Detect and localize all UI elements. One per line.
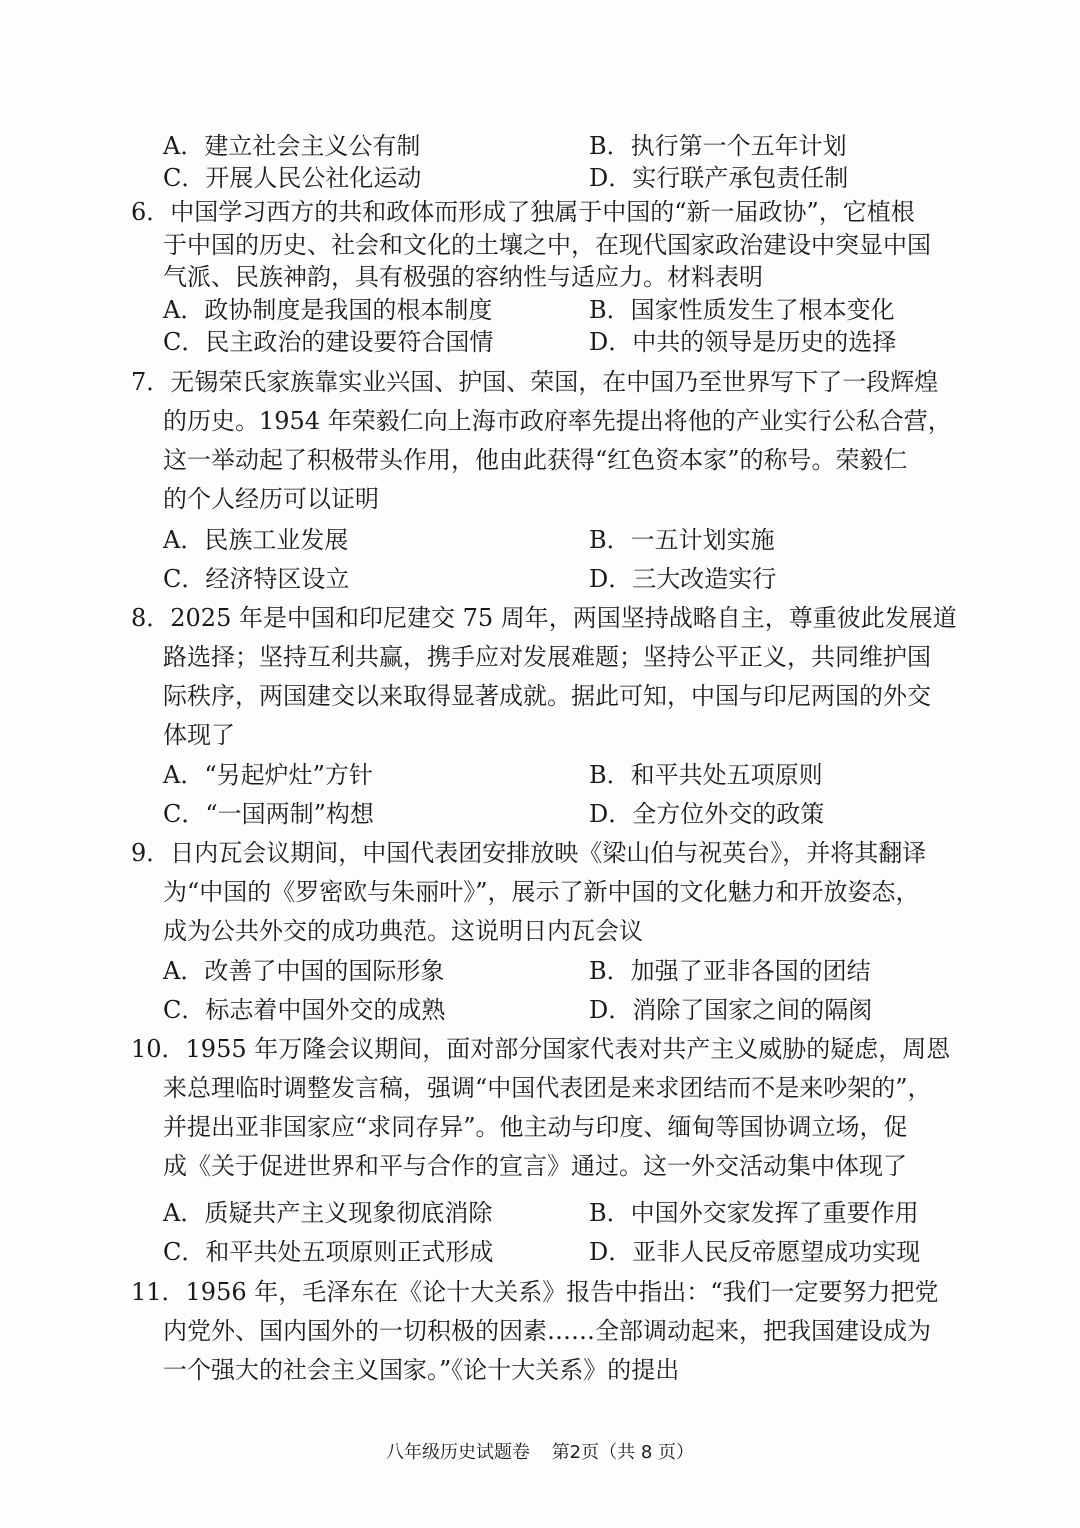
- q8-stem-line: 8．2025 年是中国和印尼建交 75 周年，两国坚持战略自主，尊重彼此发展道: [131, 604, 957, 632]
- footer-title: 八年级历史试题卷: [385, 1442, 530, 1463]
- q8-stem-line: 路选择；坚持互利共赢，携手应对发展难题；坚持公平正义，共同维护国: [163, 643, 931, 671]
- footer-page-number: 第2页（共 8 页）: [551, 1442, 695, 1463]
- q5-option-d[interactable]: D．实行联产承包责任制: [589, 164, 849, 192]
- q8-option-c[interactable]: C．“一国两制”构想: [163, 800, 374, 828]
- q10-option-a[interactable]: A．质疑共产主义现象彻底消除: [163, 1199, 493, 1227]
- q5-option-b[interactable]: B．执行第一个五年计划: [589, 132, 847, 160]
- q5-option-c[interactable]: C．开展人民公社化运动: [163, 164, 422, 192]
- q7-option-b[interactable]: B．一五计划实施: [589, 526, 775, 554]
- q9-option-b[interactable]: B．加强了亚非各国的团结: [589, 957, 871, 985]
- q7-option-d[interactable]: D．三大改造实行: [589, 565, 777, 593]
- q11-stem-line: 内党外、国内国外的一切积极的因素……全部调动起来，把我国建设成为: [163, 1317, 931, 1345]
- q9-stem-line: 为“中国的《罗密欧与朱丽叶》”，展示了新中国的文化魅力和开放姿态，: [163, 878, 920, 906]
- q10-stem-line: 10．1955 年万隆会议期间，面对部分国家代表对共产主义威胁的疑虑，周恩: [131, 1035, 951, 1063]
- q8-option-b[interactable]: B．和平共处五项原则: [589, 761, 823, 789]
- q11-stem-line: 11．1956 年，毛泽东在《论十大关系》报告中指出：“我们一定要努力把党: [131, 1278, 939, 1306]
- q7-option-c[interactable]: C．经济特区设立: [163, 565, 350, 593]
- q9-stem-line: 成为公共外交的成功典范。这说明日内瓦会议: [163, 917, 643, 945]
- q5-option-a[interactable]: A．建立社会主义公有制: [163, 132, 421, 160]
- q8-option-a[interactable]: A．“另起炉灶”方针: [163, 761, 373, 789]
- q10-stem-line: 成《关于促进世界和平与合作的宣言》通过。这一外交活动集中体现了: [163, 1152, 907, 1180]
- q6-stem-line: 气派、民族神韵，具有极强的容纳性与适应力。材料表明: [163, 263, 763, 291]
- q10-stem-line: 并提出亚非国家应“求同存异”。他主动与印度、缅甸等国协调立场，促: [163, 1113, 908, 1141]
- q9-option-c[interactable]: C．标志着中国外交的成熟: [163, 996, 446, 1024]
- q8-option-d[interactable]: D．全方位外交的政策: [589, 800, 825, 828]
- q9-option-a[interactable]: A．改善了中国的国际形象: [163, 957, 445, 985]
- q7-stem-line: 的个人经历可以证明: [163, 485, 379, 513]
- q10-stem-line: 来总理临时调整发言稿，强调“中国代表团是来求团结而不是来吵架的”，: [163, 1074, 932, 1102]
- q6-stem-line: 于中国的历史、社会和文化的土壤之中，在现代国家政治建设中突显中国: [163, 231, 931, 259]
- q7-stem-line: 这一举动起了积极带头作用，他由此获得“红色资本家”的称号。荣毅仁: [163, 446, 908, 474]
- q8-stem-line: 体现了: [163, 721, 235, 749]
- q6-option-c[interactable]: C．民主政治的建设要符合国情: [163, 328, 494, 356]
- q6-option-b[interactable]: B．国家性质发生了根本变化: [589, 296, 895, 324]
- q6-stem-line: 6．中国学习西方的共和政体而形成了独属于中国的“新一届政协”，它植根: [131, 198, 915, 226]
- page-footer: [0, 1440, 1080, 1466]
- q10-option-c[interactable]: C．和平共处五项原则正式形成: [163, 1238, 494, 1266]
- q10-option-d[interactable]: D．亚非人民反帝愿望成功实现: [589, 1238, 921, 1266]
- q7-stem-line: 的历史。1954 年荣毅仁向上海市政府率先提出将他的产业实行公私合营，: [163, 407, 952, 435]
- q7-option-a[interactable]: A．民族工业发展: [163, 526, 349, 554]
- q6-option-d[interactable]: D．中共的领导是历史的选择: [589, 328, 897, 356]
- q10-option-b[interactable]: B．中国外交家发挥了重要作用: [589, 1199, 919, 1227]
- q8-stem-line: 际秩序，两国建交以来取得显著成就。据此可知，中国与印尼两国的外交: [163, 682, 931, 710]
- q7-stem-line: 7．无锡荣氏家族靠实业兴国、护国、荣国，在中国乃至世界写下了一段辉煌: [131, 368, 939, 396]
- q6-option-a[interactable]: A．政协制度是我国的根本制度: [163, 296, 493, 324]
- q9-option-d[interactable]: D．消除了国家之间的隔阂: [589, 996, 873, 1024]
- q11-stem-line: 一个强大的社会主义国家。”《论十大关系》的提出: [163, 1356, 680, 1384]
- q9-stem-line: 9．日内瓦会议期间，中国代表团安排放映《梁山伯与祝英台》，并将其翻译: [131, 839, 927, 867]
